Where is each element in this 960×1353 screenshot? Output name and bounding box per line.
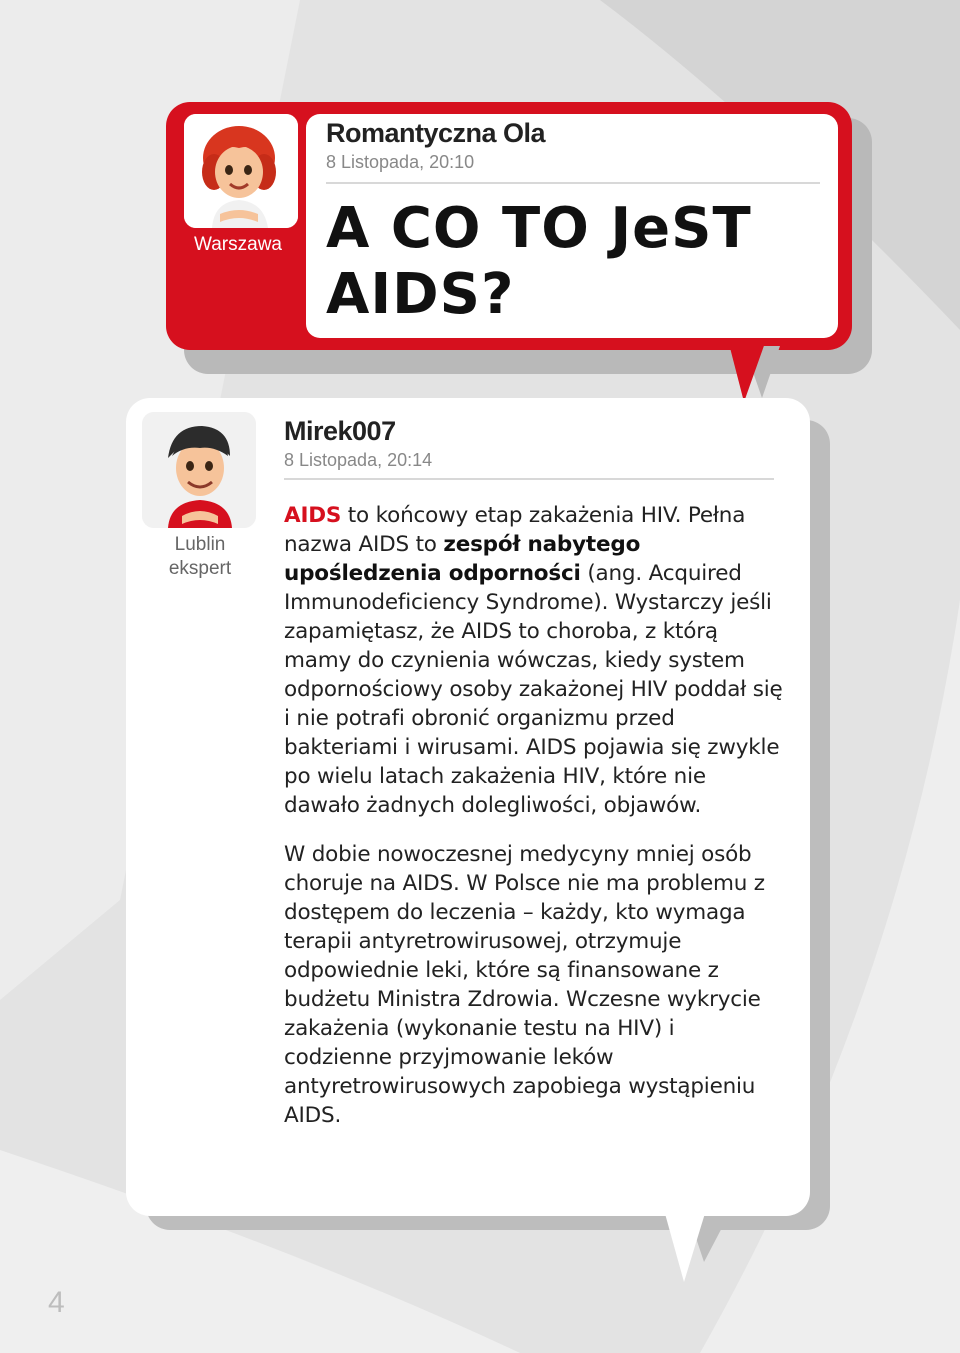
post2-paragraph-2: W dobie nowoczesnej medycyny mniej osób choruje na AIDS. W Polsce nie ma problemu z dostępem do leczenia – każdy, kto wymaga terapii antyretrowirusowej, otrzymuje odpowiednie leki, które są finansowane z budżetu Ministra Zdrowia. Wczesne wykrycie zakażenia (wykonanie testu na HIV) i codzienne przyjmowanie leków antyretrowirusowych zapobiega wystąpieniu AIDS.	[284, 842, 765, 1128]
post2-divider	[284, 478, 774, 480]
post2-p1-text-a: to końcowy etap zakażenia HIV. Pełna nazwa AIDS to	[284, 503, 746, 557]
post2-location	[140, 533, 260, 581]
post2-paragraph-1	[284, 501, 784, 820]
post2-body	[284, 501, 784, 1130]
aids-highlight: AIDS	[284, 503, 342, 528]
post2-p1-bold: zespół nabytego upośledzenia odporności	[284, 532, 641, 586]
post2-location-city: Lublin	[174, 534, 226, 555]
post2-role: ekspert	[168, 558, 232, 579]
post1-author[interactable]: Romantyczna Ola	[326, 118, 546, 148]
page-number: 4	[48, 1286, 65, 1319]
post1-title: A CO TO JeST AIDS?	[326, 196, 752, 327]
post1-location: Warszawa	[194, 234, 282, 255]
post2-p1-text-b: (ang. Acquired Immunodeficiency Syndrome). Wystarczy jeśli zapamiętasz, że AIDS to choroba, z którą mamy do czynienia wówczas, kiedy system odpornościowy osoby zakażonej HIV poddał się i nie potrafi obronić organizmu przed bakteriami i wirusami. AIDS pojawia się zwykle po wielu latach zakażenia HIV, które nie dawało żadnych dolegliwości, objawów.	[284, 561, 783, 818]
boy-avatar-icon	[142, 412, 256, 528]
post2-author[interactable]: Mirek007	[284, 416, 396, 446]
post1-date: 8 Listopada, 20:10	[326, 152, 475, 172]
post2-date: 8 Listopada, 20:14	[284, 450, 433, 470]
